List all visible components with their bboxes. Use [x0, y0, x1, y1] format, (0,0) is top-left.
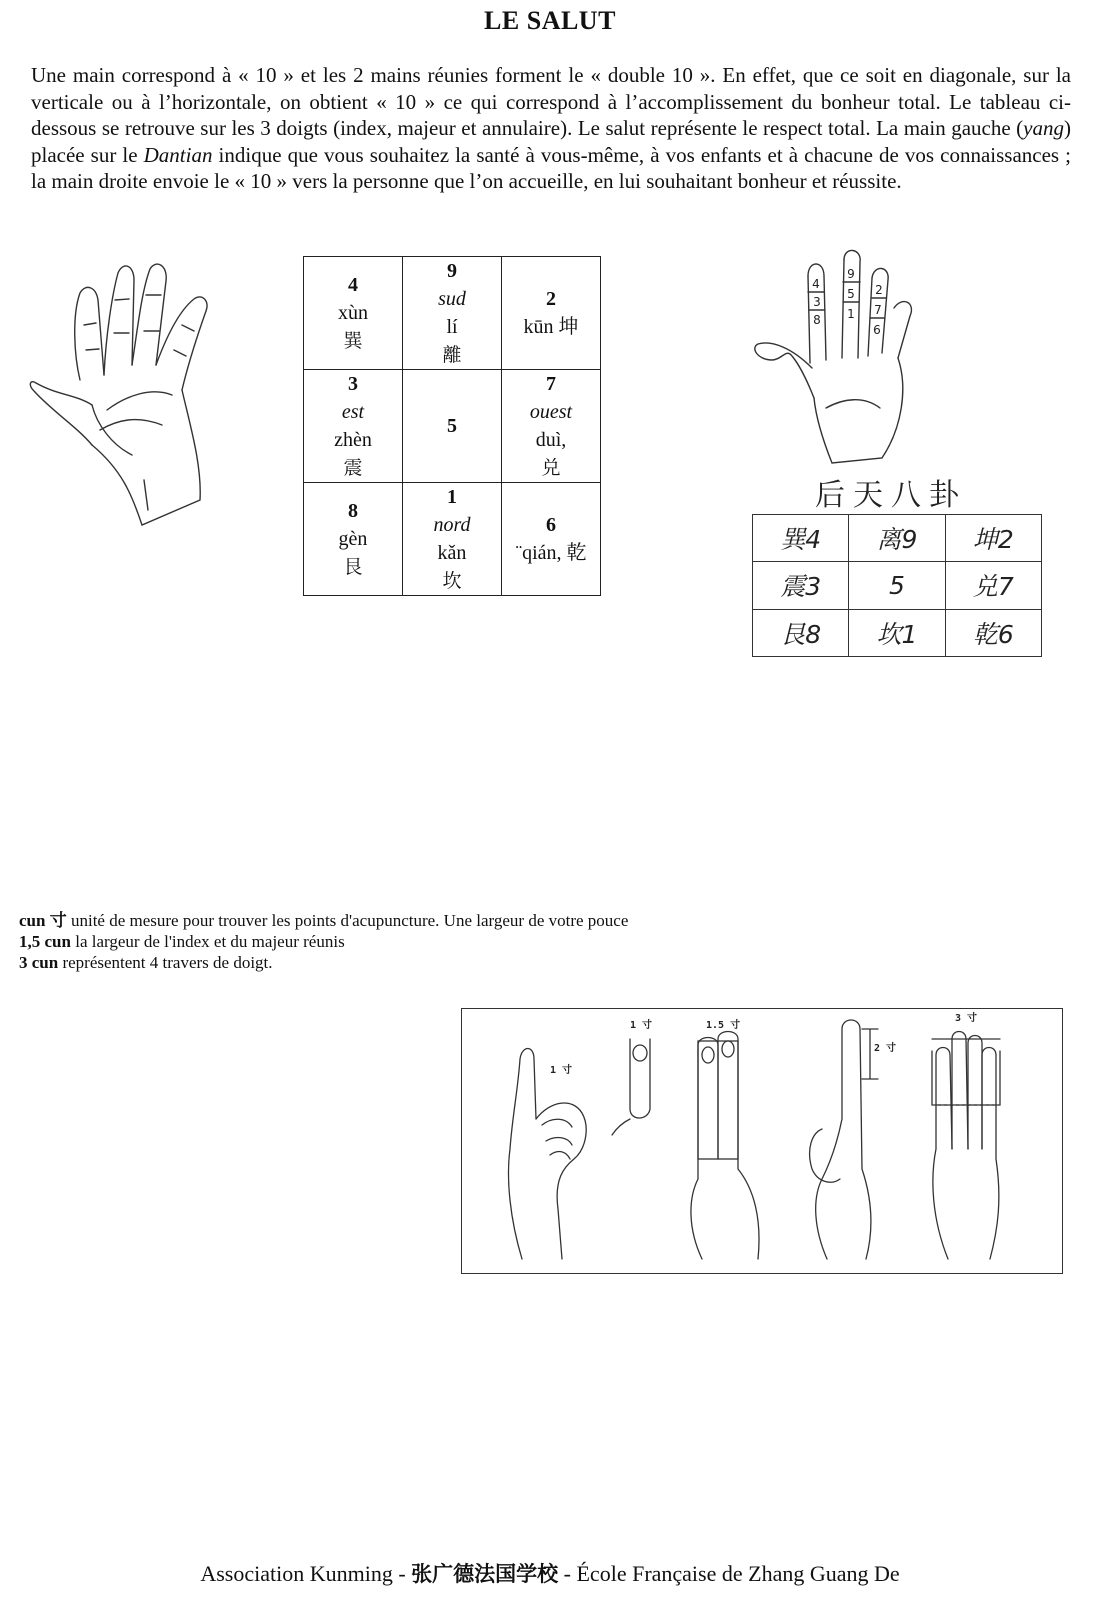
handwritten-cell: 乾6: [945, 609, 1041, 656]
handwritten-row: [753, 515, 1042, 562]
cun-line: [19, 931, 628, 952]
intro-text-3: indique que vous souhaitez la santé à vous-même, à vos enfants et à chacune de vos connaissances ; la main droite envoie le « 10 » vers la personne que l’on accueille, en lui souhaitant bonheur et réussite.: [31, 142, 1071, 193]
handwritten-bagua-table: [752, 514, 1042, 657]
cun-text: unité de mesure pour trouver les points d'acupuncture. Une largeur de votre pouce: [66, 911, 629, 930]
middle-finger-number: 9: [847, 267, 855, 281]
index-finger-number: 4: [812, 277, 820, 291]
bagua-row: [304, 370, 601, 483]
footer-association: Association Kunming -: [200, 1561, 412, 1586]
bagua-row: [304, 257, 601, 370]
hand-measurement-drawings: [462, 1009, 1062, 1273]
figure-label-2-cun: 2 寸: [874, 1043, 897, 1054]
cun-definitions: [19, 910, 628, 973]
bagua-cell-li: 9 sud lí 離: [403, 257, 502, 370]
bagua-row: [304, 483, 601, 596]
handwritten-cell: 兑7: [945, 562, 1041, 609]
page-title: LE SALUT: [484, 6, 616, 35]
intro-dantian: Dantian: [143, 142, 213, 167]
bagua-cell-qian: 6 ¨qián, 乾: [502, 483, 601, 596]
intro-yang: yang: [1023, 116, 1064, 140]
handwritten-cell: 坎1: [849, 609, 945, 656]
handwritten-cell: 巽4: [753, 515, 849, 562]
bagua-cell-kan: 1 nord kǎn 坎: [403, 483, 502, 596]
figure-label-1-cun: 1 寸: [630, 1020, 653, 1031]
open-palm-illustration: [22, 255, 237, 540]
intro-text-1: Une main correspond à « 10 » et les 2 mains réunies forment le « double 10 ». En effet, que ce soit en diagonale, sur la verticale ou à l’horizontale, on obtient « 10 » ce qui correspond à l’accomplissement du bonheur total. Le tableau ci-dessous se retrouve sur les 3 doigts (index, majeur et annulaire). Le salut représente le respect total. La main gauche (: [31, 63, 1071, 140]
bagua-cell-dui: 7 ouest duì, 兑: [502, 370, 601, 483]
ring-finger-number: 2: [875, 283, 883, 297]
ring-finger-number: 6: [873, 323, 881, 337]
handwritten-cell: 5: [849, 562, 945, 609]
handwritten-cell: 坤2: [945, 515, 1041, 562]
intro-paragraph: [31, 62, 1071, 195]
handwritten-title: 后天八卦: [815, 478, 967, 513]
handwritten-cell: 艮8: [753, 609, 849, 656]
handwritten-row: [753, 562, 1042, 609]
figure-label-1-5-cun: 1.5 寸: [706, 1020, 741, 1031]
intro-text-2: ) placée sur le: [31, 116, 1071, 167]
handwritten-cell: 震3: [753, 562, 849, 609]
bagua-cell-kun: 2 kūn 坤: [502, 257, 601, 370]
numbered-fingers-illustration: [752, 248, 957, 473]
figure-label-3-cun: 3 寸: [955, 1013, 978, 1024]
page-footer: [0, 1558, 1100, 1588]
ring-finger-number: 7: [874, 303, 882, 317]
cun-term: 3 cun: [19, 953, 59, 972]
cun-text: la largeur de l'index et du majeur réunis: [70, 932, 345, 951]
bagua-cell-zhen: 3 est zhèn 震: [304, 370, 403, 483]
cun-measurement-figure: [461, 1008, 1063, 1274]
handwritten-cell: 离9: [849, 515, 945, 562]
cun-line: [19, 952, 628, 973]
index-finger-number: 8: [813, 313, 821, 327]
bagua-table: [303, 256, 601, 596]
middle-finger-number: 5: [847, 287, 855, 301]
figure-label-1-cun: 1 寸: [550, 1065, 573, 1076]
bagua-cell-xun: 4 xùn 巽: [304, 257, 403, 370]
cun-text: représentent 4 travers de doigt.: [58, 953, 273, 972]
bagua-cell-center: 5: [403, 370, 502, 483]
index-finger-number: 3: [813, 295, 821, 309]
cun-term: 1,5 cun: [19, 932, 71, 951]
footer-school: - École Française de Zhang Guang De: [558, 1561, 900, 1586]
bagua-cell-gen: 8 gèn 艮: [304, 483, 403, 596]
footer-chinese-name: 张广德法国学校: [411, 1562, 559, 1586]
cun-term: cun 寸: [19, 911, 67, 930]
middle-finger-number: 1: [847, 307, 855, 321]
handwritten-row: [753, 609, 1042, 656]
cun-line: [19, 910, 628, 931]
